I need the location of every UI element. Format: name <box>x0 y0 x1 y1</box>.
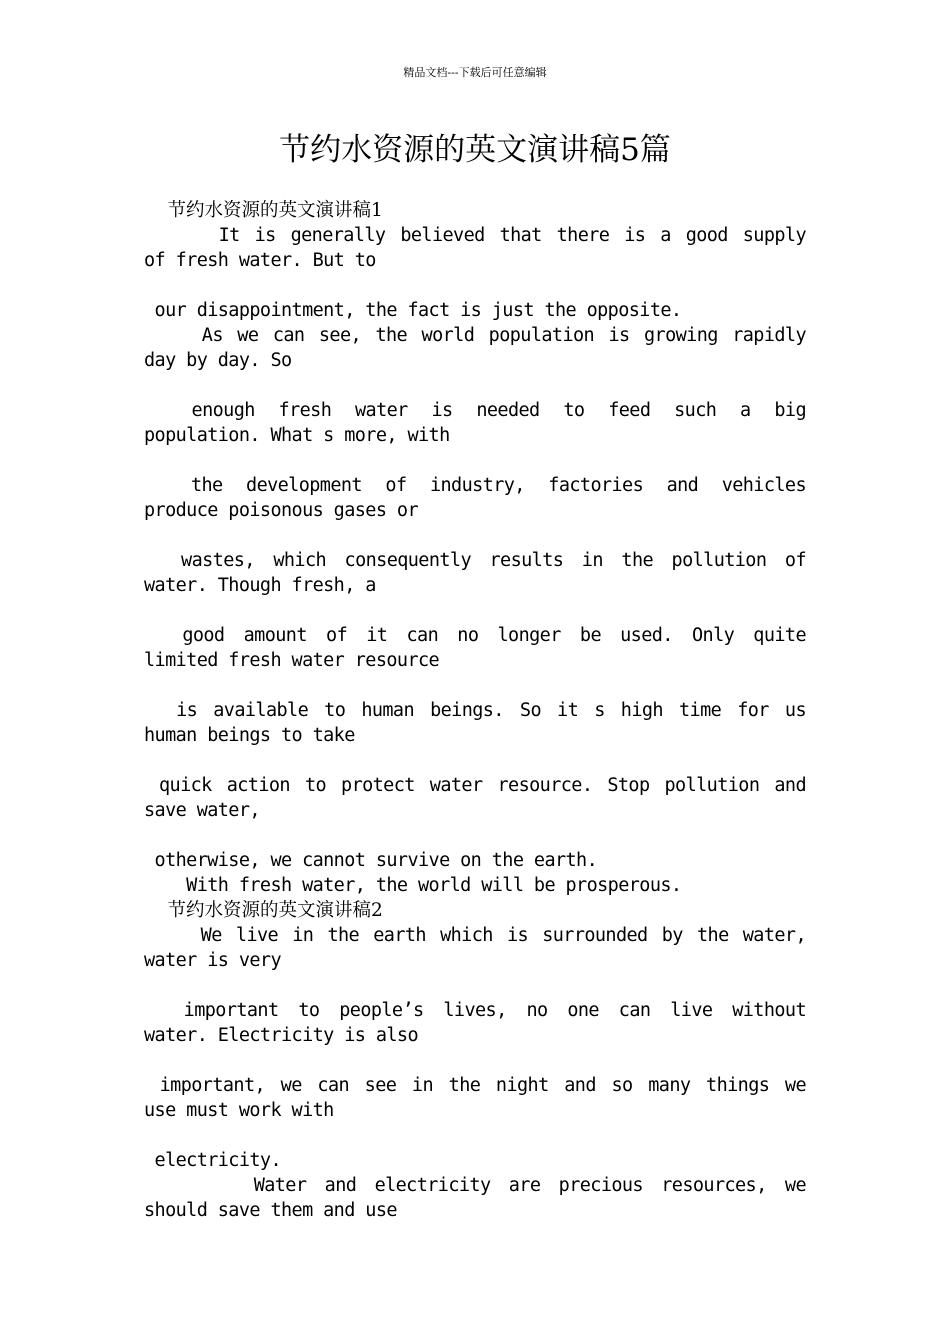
text-line: day by day. So <box>144 350 292 371</box>
blank-line <box>144 448 806 473</box>
blank-line <box>144 748 806 773</box>
document-title: 节约水资源的英文演讲稿5篇 <box>279 132 671 168</box>
text-line: produce poisonous gases or <box>144 500 418 521</box>
text-line: As we can see, the world population is growing rapidly <box>144 325 806 346</box>
text-line: the development of industry, factories and vehicles <box>144 475 806 496</box>
text-line: good amount of it can no longer be used. Only quite <box>144 625 806 646</box>
text-line: otherwise, we cannot survive on the earth. <box>144 850 598 871</box>
text-line: water. Electricity is also <box>144 1025 418 1046</box>
document-body <box>144 198 806 1223</box>
blank-line <box>144 823 806 848</box>
text-line: quick action to protect water resource. Stop pollution and <box>144 775 806 796</box>
text-line: 节约水资源的英文演讲稿2 <box>144 900 383 921</box>
text-line: enough fresh water is needed to feed such a big <box>144 400 806 421</box>
text-line: We live in the earth which is surrounded by the water, <box>144 925 806 946</box>
text-line: our disappointment, the fact is just the opposite. <box>144 300 682 321</box>
text-line: important, we can see in the night and so many things we <box>144 1075 806 1096</box>
text-line: With fresh water, the world will be prosperous. <box>144 875 682 896</box>
text-line: water is very <box>144 950 281 971</box>
text-line: is available to human beings. So it s high time for us <box>144 700 806 721</box>
blank-line <box>144 673 806 698</box>
blank-line <box>144 1123 806 1148</box>
blank-line <box>144 973 806 998</box>
blank-line <box>144 373 806 398</box>
text-line: It is generally believed that there is a good supply <box>144 225 806 246</box>
text-line: wastes, which consequently results in the pollution of <box>144 550 806 571</box>
text-line: save water, <box>144 800 260 821</box>
blank-line <box>144 598 806 623</box>
page-header-note: 精品文档---下载后可任意编辑 <box>403 66 547 79</box>
text-line: important to people’s lives, no one can live without <box>144 1000 806 1021</box>
text-line: water. Though fresh, a <box>144 575 376 596</box>
text-line: human beings to take <box>144 725 355 746</box>
text-line: electricity. <box>144 1150 281 1171</box>
blank-line <box>144 1048 806 1073</box>
blank-line <box>144 523 806 548</box>
text-line: should save them and use <box>144 1200 397 1221</box>
text-line: use must work with <box>144 1100 334 1121</box>
text-line: 节约水资源的英文演讲稿1 <box>144 200 383 221</box>
text-line: population. What s more, with <box>144 425 450 446</box>
blank-line <box>144 273 806 298</box>
text-line: Water and electricity are precious resources, we <box>144 1175 806 1196</box>
text-line: limited fresh water resource <box>144 650 440 671</box>
text-line: of fresh water. But to <box>144 250 376 271</box>
